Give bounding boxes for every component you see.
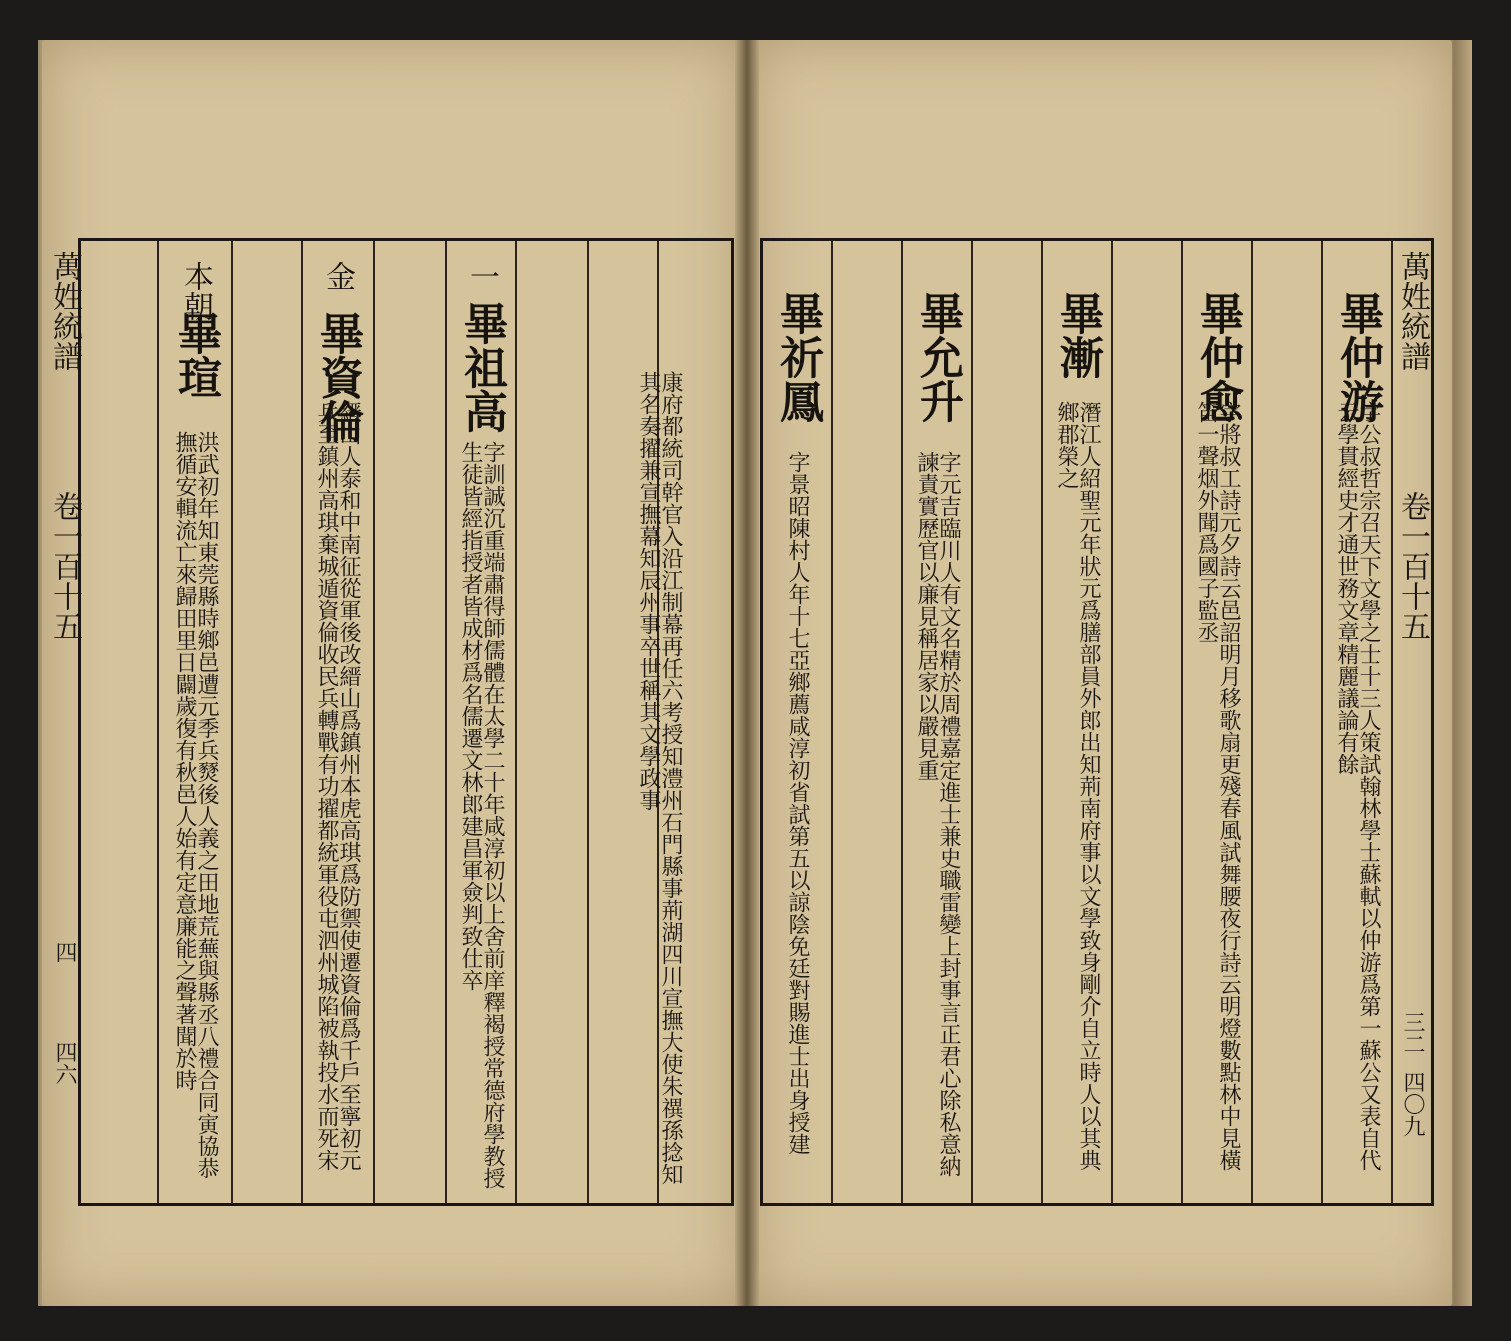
entry-body xyxy=(1183,401,1251,1191)
era-prefix xyxy=(447,261,515,291)
body-text: 字公叔哲宗召天下文學之士十三人策試翰林學士蘇軾以仲游爲第一蘇公又表自代云學貫經史才通世務文章精麗議論有餘 xyxy=(1334,401,1381,1171)
entry-name xyxy=(1043,291,1111,379)
entry-body xyxy=(903,451,971,1191)
entry-body xyxy=(447,441,515,1191)
column-rule xyxy=(1251,241,1253,1203)
column-rule xyxy=(515,241,517,1203)
body-text: 字訓誠沉重端肅得師儒體在太學二十年咸淳初以上舍前庠釋褐授常德府學教授生徒皆經指授者皆成材爲名儒遷文林郎建昌軍僉判致仕卒 xyxy=(458,441,505,1189)
page-text: 四六 xyxy=(52,1041,77,1085)
column-rule xyxy=(1111,241,1113,1203)
column-rule xyxy=(831,241,833,1203)
column-rule xyxy=(157,241,159,1203)
volume-label xyxy=(1393,491,1431,641)
entry-bi-jian xyxy=(1043,241,1111,1203)
page-text: 四〇九 xyxy=(1400,1071,1425,1137)
era-prefix xyxy=(303,261,371,291)
book-title xyxy=(45,251,83,371)
title-text: 萬姓統譜 xyxy=(1395,251,1430,371)
prefix-text: 金 xyxy=(320,261,355,291)
name-text: 畢允升 xyxy=(912,291,963,423)
entry-name xyxy=(903,291,971,423)
entry-bi-xuan xyxy=(161,241,229,1203)
name-text: 畢祖高 xyxy=(456,301,507,433)
running-header-right xyxy=(1393,241,1431,1203)
column-rule xyxy=(231,241,233,1203)
body-text: 潛江人紹聖元年狀元爲膳部員外郎出知荊南府事以文學致身剛介自立時人以其典鄉郡榮之 xyxy=(1054,401,1101,1171)
entry-bi-zugao xyxy=(447,241,515,1203)
entry-bi-qifeng xyxy=(763,241,831,1203)
entry-body xyxy=(589,371,729,1191)
entry-bi-yunsheng xyxy=(903,241,971,1203)
name-text: 畢祈鳳 xyxy=(772,291,823,423)
name-text: 畢資倫 xyxy=(312,311,363,443)
leaf-text: 三二 xyxy=(1400,1011,1425,1055)
entry-body xyxy=(1323,401,1391,1191)
title-text: 萬姓統譜 xyxy=(47,251,82,371)
leaf-number xyxy=(45,941,83,963)
prefix-text: 一 xyxy=(464,261,499,291)
entry-name xyxy=(161,311,229,399)
book-gutter xyxy=(735,40,759,1306)
name-text: 畢漸 xyxy=(1052,291,1103,379)
entry-body xyxy=(763,451,831,1191)
body-text: 字將叔工詩元夕詩云邑詔明月移歌扇更殘春風試舞腰夜行詩云明燈數點林中見橫笛一聲烟外聞爲國子監丞 xyxy=(1194,401,1241,1171)
body-text: 字景昭陳村人年十七亞鄉薦咸淳初省試第五以諒陰免廷對賜進士出身授建 xyxy=(785,451,810,1155)
page-number xyxy=(1393,1071,1431,1137)
leaf-number xyxy=(1393,1011,1431,1055)
running-header-left xyxy=(45,241,83,1203)
entry-bi-zilun xyxy=(303,241,371,1203)
body-text: 縉山人泰和中南征從軍後改縉山爲鎮州本虎高琪爲防禦使遷資倫爲千戶至寧初元兵至鎮州高琪棄城遁資倫收民兵轉戰有功擢都統軍役屯泗州城陷被執投水而死宋 xyxy=(314,401,361,1171)
entry-bi-zhongyou xyxy=(1323,241,1391,1203)
leaf-text: 四 xyxy=(52,941,77,963)
entry-bi-zhongyu xyxy=(1183,241,1251,1203)
body-text: 洪武初年知東莞縣時鄉邑遭元季兵燹後人義之田地荒蕪與縣丞八禮合同寅協恭撫循安輯流亡來歸田里日闢歲復有秋邑人始有定意廉能之聲著聞於時 xyxy=(172,431,219,1179)
right-page-frame xyxy=(760,238,1434,1206)
body-text: 康府都統司幹官入沿江制幕再任六考授知澧州石門縣事荊湖四川宣撫大使朱禩孫捻知其名奏擢兼宣撫幕知辰州事卒世稱其文學政事 xyxy=(636,371,683,1185)
volume-text: 卷一百十五 xyxy=(47,491,82,641)
column-rule xyxy=(373,241,375,1203)
name-text: 畢瑄 xyxy=(170,311,221,399)
left-page-frame xyxy=(47,238,734,1206)
body-text: 字元吉臨川人有文名精於周禮嘉定進士兼史職雷變上封事言正君心除私意納諫責實歷官以廉見稱居家以嚴見重 xyxy=(914,451,961,1177)
column-rule xyxy=(971,241,973,1203)
entry-body xyxy=(161,431,229,1191)
entry-body xyxy=(303,401,371,1191)
volume-text: 卷一百十五 xyxy=(1395,491,1430,641)
entry-name xyxy=(447,301,515,433)
page-number xyxy=(45,1041,83,1085)
book-title xyxy=(1393,251,1431,371)
name-text: 畢仲愈 xyxy=(1192,291,1243,423)
name-text: 畢仲游 xyxy=(1332,291,1383,423)
entry-body xyxy=(1043,401,1111,1191)
prefix-text: 本朝 xyxy=(178,261,213,321)
volume-label xyxy=(45,491,83,641)
entry-continuation xyxy=(589,241,729,1203)
entry-name xyxy=(763,291,831,423)
